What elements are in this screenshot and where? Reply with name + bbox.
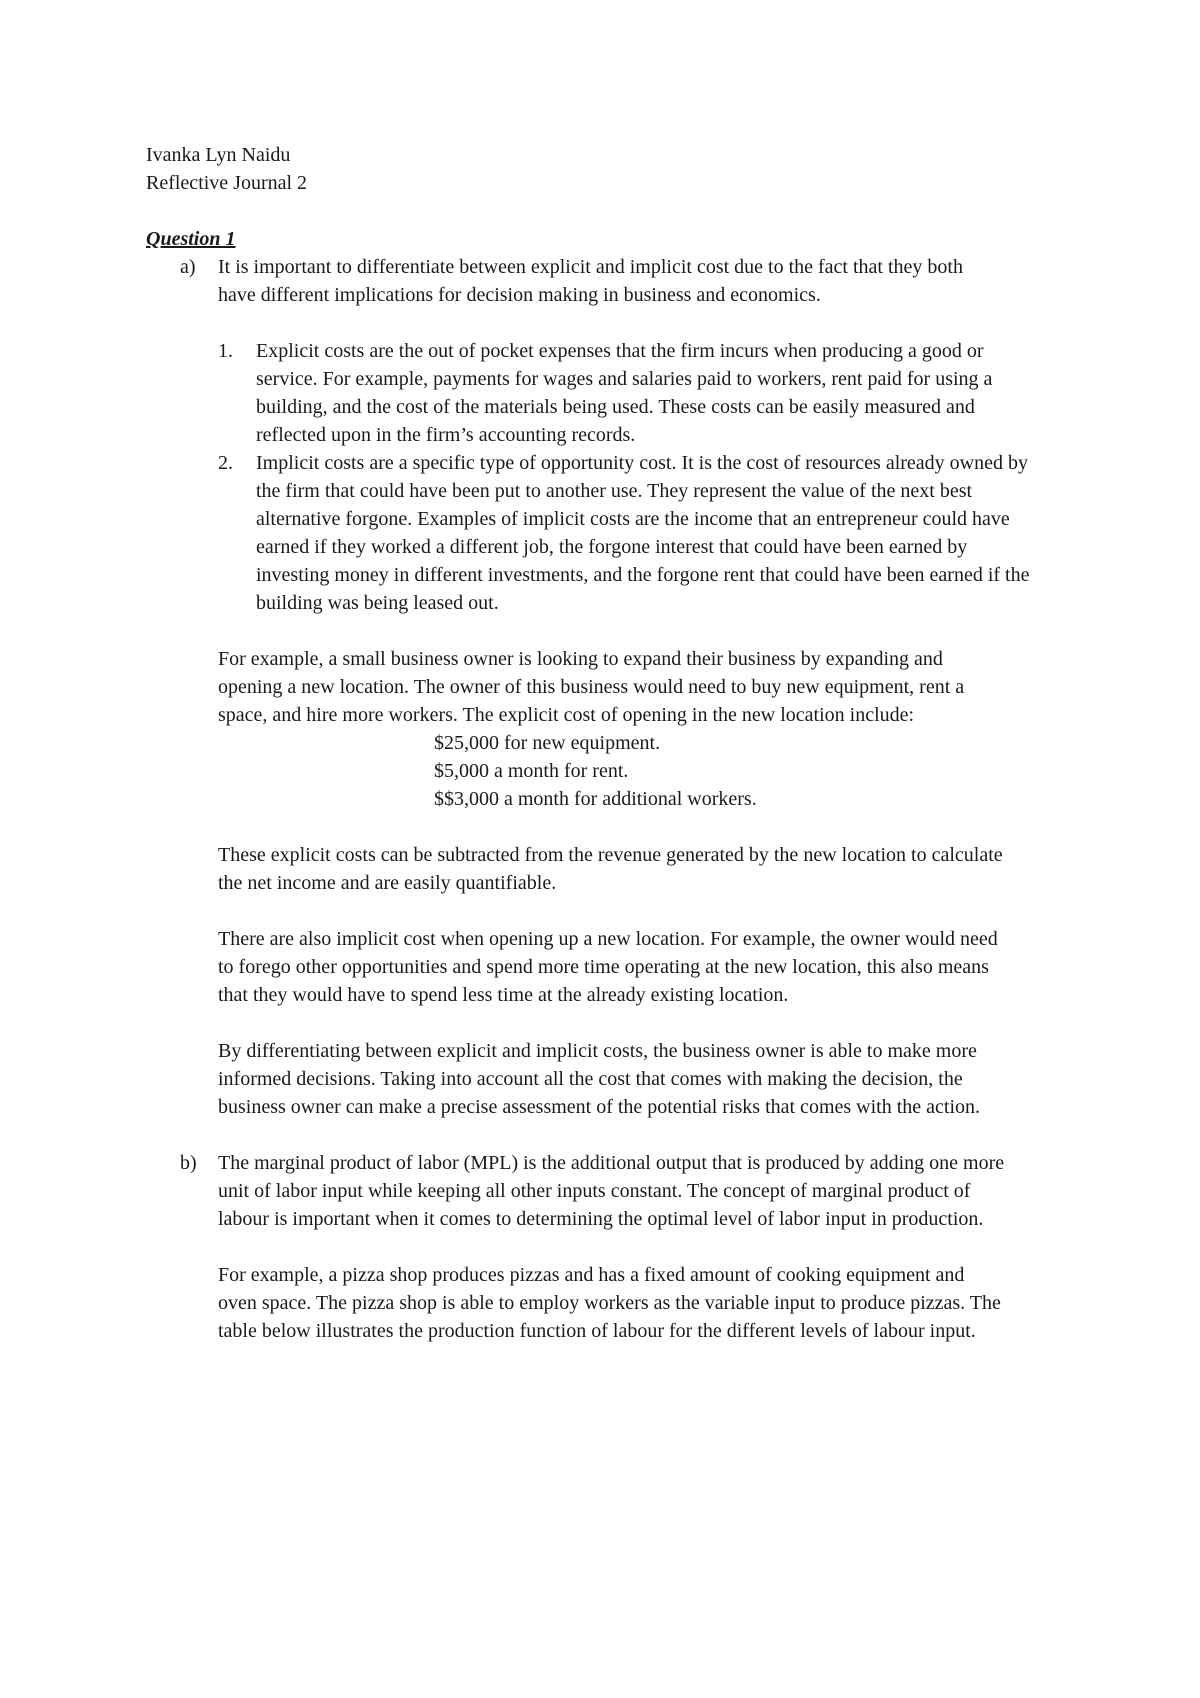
spacer [146,1121,1086,1149]
spacer [146,197,1086,225]
part-b [146,1149,1008,1233]
part-b-intro: The marginal product of labor (MPL) is the additional output that is produced by adding one more unit of labor input while keeping all other inputs constant. The concept of marginal product of labour is important when it comes to determining the optimal level of labor input in production. [218,1152,1005,1230]
explicit-cost-point [146,337,1036,449]
pizza-example-paragraph: For example, a pizza shop produces pizzas and has a fixed amount of cooking equipment and oven space. The pizza shop is able to employ workers as the variable input to produce pizzas. The table below illustrates the production function of labour for the different levels of labour input. [218,1264,1001,1342]
implicit-cost-point [146,449,1036,617]
question-heading: Question 1 [146,228,236,250]
author-name: Ivanka Lyn Naidu [146,144,291,166]
part-a-intro: It is important to differentiate between explicit and implicit cost due to the fact that they both have different implications for decision making in business and economics. [218,256,963,306]
spacer [146,897,1086,925]
spacer [146,813,1086,841]
point-2-text: Implicit costs are a specific type of opportunity cost. It is the cost of resources already owned by the firm that could have been put to another use. They represent the value of the next best alternative forgone. Examples of implicit costs are the income that an entrepreneur could have earned if they worked a different job, the forgone interest that could have been earned by investing money in different investments, and the forgone rent that could have been earned if the building was being leased out. [256,452,1030,614]
spacer [146,309,1086,337]
part-a [146,253,996,309]
spacer [146,617,1086,645]
document-page [146,141,1086,1345]
cost-item: $$3,000 a month for additional workers. [434,788,757,810]
part-b-marker: b) [180,1152,197,1174]
cost-item: $5,000 a month for rent. [434,760,629,782]
explicit-costs-paragraph: These explicit costs can be subtracted from the revenue generated by the new location to calculate the net income and are easily quantifiable. [218,844,1003,894]
conclusion-paragraph: By differentiating between explicit and implicit costs, the business owner is able to make more informed decisions. Taking into account all the cost that comes with making the decision, the business owner can make a precise assessment of the potential risks that comes with the action. [218,1040,981,1118]
point-1-text: Explicit costs are the out of pocket expenses that the firm incurs when producing a good or service. For example, payments for wages and salaries paid to workers, rent paid for using a building, and the cost of the materials being used. These costs can be easily measured and reflected upon in the firm’s accounting records. [256,340,993,446]
document-title: Reflective Journal 2 [146,172,308,194]
cost-item: $25,000 for new equipment. [434,732,661,754]
spacer [146,1233,1086,1261]
implicit-costs-paragraph: There are also implicit cost when opening up a new location. For example, the owner would need to forego other opportunities and spend more time operating at the new location, this also means that they would have to spend less time at the already existing location. [218,928,998,1006]
example-paragraph: For example, a small business owner is looking to expand their business by expanding and opening a new location. The owner of this business would need to buy new equipment, rent a space, and hire more workers. The explicit cost of opening in the new location include: [218,648,965,726]
spacer [146,1009,1086,1037]
point-2-marker: 2. [218,452,233,474]
point-1-marker: 1. [218,340,233,362]
part-a-marker: a) [180,256,196,278]
